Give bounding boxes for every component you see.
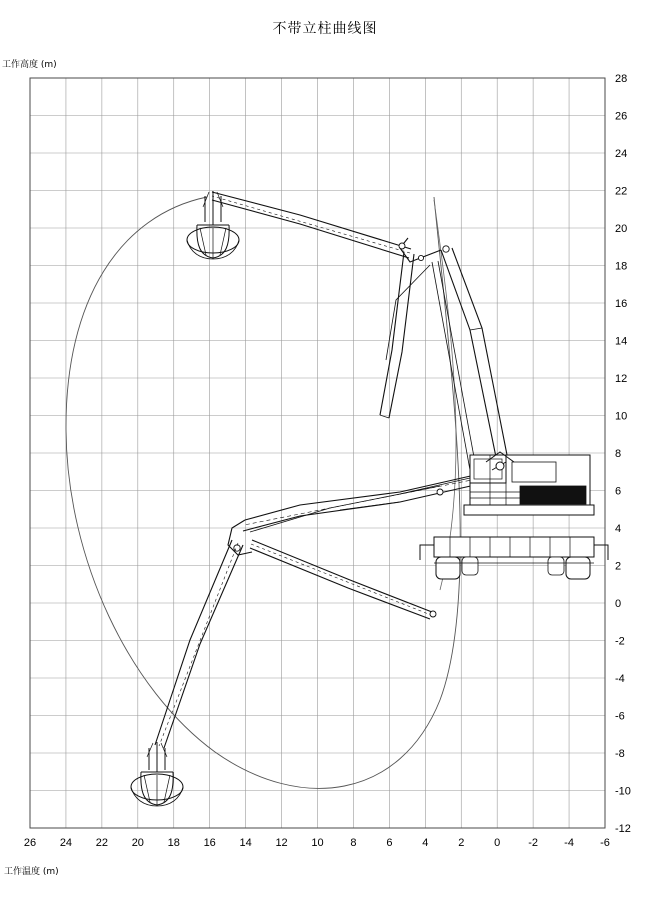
y-tick-label: 20	[615, 223, 628, 235]
working-envelope-curve	[66, 197, 460, 788]
x-axis-label: 工作温度 (m)	[4, 867, 59, 877]
y-tick-label: 4	[615, 523, 622, 535]
y-axis-label: 工作高度 (m)	[2, 60, 57, 70]
x-tick-label: 6	[386, 837, 393, 849]
y-tick-label: 2	[615, 560, 622, 573]
y-tick-label: -8	[615, 748, 625, 760]
y-tick-label: 6	[615, 485, 622, 498]
y-tick-label: -12	[615, 823, 631, 835]
grab-upper	[187, 191, 239, 259]
y-tick-label: -6	[615, 710, 625, 723]
x-tick-label: 16	[203, 837, 216, 849]
y-tick-label: -4	[615, 673, 625, 685]
y-tick-label: 18	[615, 260, 628, 273]
x-tick-labels	[24, 837, 610, 849]
y-tick-label: 16	[615, 298, 628, 310]
inner-envelope-curve	[434, 200, 456, 590]
x-tick-label: -2	[528, 837, 539, 849]
x-tick-label: 4	[422, 837, 429, 849]
x-tick-label: -4	[564, 837, 574, 849]
y-tick-label: 0	[615, 598, 622, 610]
y-tick-label: 14	[615, 335, 628, 348]
grab-lower	[131, 742, 183, 806]
y-tick-label: 8	[615, 448, 622, 460]
x-tick-label: 14	[239, 837, 252, 849]
x-tick-label: 12	[275, 837, 288, 849]
lower-boom-assembly	[155, 470, 497, 748]
y-tick-label: 12	[615, 373, 628, 385]
x-tick-label: 8	[350, 837, 357, 849]
page-title: 不带立柱曲线图	[272, 21, 378, 37]
y-tick-labels	[615, 73, 631, 835]
x-tick-label: -6	[600, 837, 610, 849]
x-tick-label: 18	[167, 837, 180, 849]
y-tick-label: 22	[615, 185, 628, 198]
x-tick-label: 22	[95, 837, 108, 849]
y-tick-label: 26	[615, 110, 628, 123]
upper-boom-assembly	[212, 192, 508, 470]
y-tick-label: -2	[615, 635, 625, 648]
y-tick-label: 24	[615, 148, 628, 160]
material-handler-body	[420, 452, 608, 579]
y-tick-label: 10	[615, 410, 628, 423]
x-tick-label: 2	[458, 837, 465, 849]
grid-lines	[30, 78, 605, 828]
x-tick-label: 26	[23, 837, 37, 849]
x-tick-label: 0	[494, 837, 501, 849]
y-tick-label: 28	[615, 73, 628, 85]
x-tick-label: 20	[131, 837, 144, 849]
x-tick-label: 24	[59, 837, 73, 849]
y-tick-label: -10	[615, 785, 631, 798]
x-tick-label: 10	[311, 837, 324, 849]
